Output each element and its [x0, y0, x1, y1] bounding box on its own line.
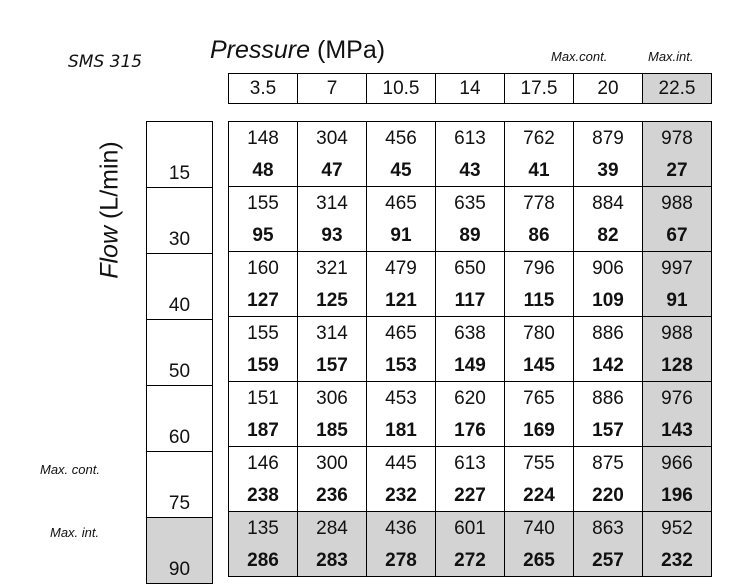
data-cell [643, 187, 712, 252]
data-cell [229, 317, 298, 382]
data-cell-bottom-value: 125 [316, 289, 348, 311]
data-cell-bottom-value: 232 [385, 484, 417, 506]
pressure-header-cell: 10.5 [367, 74, 436, 104]
data-cell-bottom-value: 265 [523, 549, 555, 571]
data-cell-top-value: 160 [247, 257, 279, 279]
data-cell-bottom-value: 89 [459, 224, 481, 246]
data-cell [229, 512, 298, 577]
data-cell-top-value: 765 [523, 387, 555, 409]
max-int-pressure-label: Max.int. [648, 49, 694, 64]
data-cell [574, 512, 643, 577]
pressure-header-cell: 7 [298, 74, 367, 104]
data-cell-bottom-value: 220 [592, 484, 624, 506]
data-cell-top-value: 755 [523, 452, 555, 474]
data-cell-top-value: 635 [454, 192, 486, 214]
data-cell-top-value: 155 [247, 192, 279, 214]
data-cell [298, 512, 367, 577]
data-cell-top-value: 151 [247, 387, 279, 409]
data-cell [229, 122, 298, 187]
data-cell [298, 317, 367, 382]
data-cell-top-value: 304 [316, 127, 348, 149]
pressure-title-text: Pressure [210, 36, 311, 64]
data-cell-top-value: 778 [523, 192, 555, 214]
data-cell-bottom-value: 159 [247, 354, 279, 376]
data-cell [574, 382, 643, 447]
data-cell-bottom-value: 91 [390, 224, 412, 246]
data-cell [505, 317, 574, 382]
data-cell [643, 382, 712, 447]
data-cell-bottom-value: 187 [247, 419, 279, 441]
data-cell [436, 187, 505, 252]
flow-cell: 40 [147, 254, 213, 320]
data-cell [505, 447, 574, 512]
data-cell-top-value: 314 [316, 192, 348, 214]
table-row [229, 122, 712, 187]
flow-cell: 75 [147, 452, 213, 518]
data-cell-bottom-value: 286 [247, 549, 279, 571]
data-cell-bottom-value: 238 [247, 484, 279, 506]
data-cell-bottom-value: 93 [321, 224, 343, 246]
data-cell-bottom-value: 283 [316, 549, 348, 571]
data-cell-top-value: 306 [316, 387, 348, 409]
data-cell-bottom-value: 41 [528, 159, 550, 181]
data-cell [505, 382, 574, 447]
data-cell [574, 447, 643, 512]
flow-cell: 30 [147, 188, 213, 254]
data-cell [367, 447, 436, 512]
data-cell [229, 187, 298, 252]
data-cell [367, 122, 436, 187]
data-cell [505, 252, 574, 317]
flow-row [147, 518, 213, 584]
data-cell-top-value: 762 [523, 127, 555, 149]
data-cell [574, 252, 643, 317]
data-cell-bottom-value: 185 [316, 419, 348, 441]
data-cell [574, 187, 643, 252]
data-cell-bottom-value: 236 [316, 484, 348, 506]
data-cell-bottom-value: 109 [592, 289, 624, 311]
data-cell [298, 447, 367, 512]
data-cell-bottom-value: 196 [661, 484, 693, 506]
data-cell-top-value: 479 [385, 257, 417, 279]
pressure-axis-title [210, 36, 385, 65]
data-cell-top-value: 465 [385, 192, 417, 214]
data-cell-bottom-value: 47 [321, 159, 343, 181]
data-cell-top-value: 601 [454, 517, 486, 539]
data-cell-bottom-value: 86 [528, 224, 550, 246]
pressure-header-cell: 17.5 [505, 74, 574, 104]
data-cell [229, 382, 298, 447]
data-cell-top-value: 436 [385, 517, 417, 539]
data-cell-top-value: 988 [661, 322, 693, 344]
data-cell [436, 317, 505, 382]
data-cell [298, 122, 367, 187]
data-cell-top-value: 978 [661, 127, 693, 149]
data-cell-bottom-value: 43 [459, 159, 481, 181]
data-cell-bottom-value: 95 [252, 224, 274, 246]
data-cell-bottom-value: 128 [661, 354, 693, 376]
pressure-header-cell: 22.5 [643, 74, 712, 104]
data-cell-bottom-value: 127 [247, 289, 279, 311]
table-row [229, 447, 712, 512]
flow-row [147, 122, 213, 188]
data-cell [643, 122, 712, 187]
data-cell-top-value: 445 [385, 452, 417, 474]
flow-cell: 50 [147, 320, 213, 386]
flow-row [147, 320, 213, 386]
model-label: SMS 315 [68, 52, 143, 72]
data-cell [505, 512, 574, 577]
data-cell-bottom-value: 67 [666, 224, 688, 246]
data-cell-bottom-value: 181 [385, 419, 417, 441]
data-cell-top-value: 300 [316, 452, 348, 474]
data-cell [298, 187, 367, 252]
pressure-header-cell: 3.5 [229, 74, 298, 104]
data-cell-top-value: 314 [316, 322, 348, 344]
flow-row [147, 254, 213, 320]
max-cont-flow-label: Max. cont. [40, 462, 100, 477]
data-cell-top-value: 879 [592, 127, 624, 149]
data-cell-top-value: 155 [247, 322, 279, 344]
data-cell-bottom-value: 143 [661, 419, 693, 441]
data-cell-top-value: 620 [454, 387, 486, 409]
flow-row [147, 386, 213, 452]
data-cell-bottom-value: 169 [523, 419, 555, 441]
data-cell-top-value: 875 [592, 452, 624, 474]
data-cell-bottom-value: 149 [454, 354, 486, 376]
data-cell-bottom-value: 82 [597, 224, 619, 246]
data-cell [505, 187, 574, 252]
data-cell [367, 317, 436, 382]
data-cell-bottom-value: 91 [666, 289, 688, 311]
data-cell-bottom-value: 121 [385, 289, 417, 311]
data-cell-bottom-value: 227 [454, 484, 486, 506]
data-cell-bottom-value: 142 [592, 354, 624, 376]
data-cell-top-value: 148 [247, 127, 279, 149]
data-cell-bottom-value: 176 [454, 419, 486, 441]
data-cell-top-value: 456 [385, 127, 417, 149]
data-cell-bottom-value: 272 [454, 549, 486, 571]
data-cell-top-value: 638 [454, 322, 486, 344]
data-cell-top-value: 952 [661, 517, 693, 539]
data-cell-bottom-value: 232 [661, 549, 693, 571]
data-cell-bottom-value: 257 [592, 549, 624, 571]
data-cell-bottom-value: 153 [385, 354, 417, 376]
pressure-header-cell: 14 [436, 74, 505, 104]
data-cell-bottom-value: 224 [523, 484, 555, 506]
flow-cell: 15 [147, 122, 213, 188]
data-cell [643, 447, 712, 512]
data-cell-top-value: 740 [523, 517, 555, 539]
data-cell [643, 252, 712, 317]
max-cont-pressure-label: Max.cont. [551, 49, 608, 64]
data-cell [643, 317, 712, 382]
table-row [229, 187, 712, 252]
data-cell-top-value: 465 [385, 322, 417, 344]
data-cell-bottom-value: 45 [390, 159, 412, 181]
data-cell-top-value: 966 [661, 452, 693, 474]
data-cell-bottom-value: 157 [592, 419, 624, 441]
data-cell-top-value: 988 [661, 192, 693, 214]
data-cell [298, 252, 367, 317]
data-cell [229, 447, 298, 512]
data-cell-top-value: 863 [592, 517, 624, 539]
flow-row [147, 452, 213, 518]
table-row [229, 512, 712, 577]
data-cell-top-value: 321 [316, 257, 348, 279]
data-table [228, 121, 712, 577]
data-cell-bottom-value: 117 [454, 289, 486, 311]
pressure-title-unit: (MPa) [310, 36, 386, 64]
table-row [229, 252, 712, 317]
data-cell-top-value: 146 [247, 452, 279, 474]
data-cell [574, 122, 643, 187]
data-cell-top-value: 453 [385, 387, 417, 409]
data-cell-top-value: 284 [316, 517, 348, 539]
table-row [229, 317, 712, 382]
flow-cell: 60 [147, 386, 213, 452]
data-cell-bottom-value: 27 [666, 159, 688, 181]
data-cell [436, 122, 505, 187]
data-cell-top-value: 613 [454, 452, 486, 474]
data-cell-top-value: 906 [592, 257, 624, 279]
pressure-header-row [229, 74, 712, 104]
pressure-header-cell: 20 [574, 74, 643, 104]
data-cell-bottom-value: 145 [523, 354, 555, 376]
data-cell-top-value: 135 [247, 517, 279, 539]
data-cell [436, 382, 505, 447]
data-cell-bottom-value: 278 [385, 549, 417, 571]
data-cell [367, 382, 436, 447]
data-cell [436, 252, 505, 317]
max-int-flow-label: Max. int. [50, 525, 100, 540]
data-cell-bottom-value: 115 [523, 289, 555, 311]
data-cell [229, 252, 298, 317]
pressure-header-table [228, 73, 712, 104]
data-cell-top-value: 796 [523, 257, 555, 279]
data-cell [436, 512, 505, 577]
flow-axis-title [80, 120, 140, 300]
data-cell [367, 512, 436, 577]
data-cell-top-value: 997 [661, 257, 693, 279]
data-cell-top-value: 886 [592, 387, 624, 409]
data-cell [505, 122, 574, 187]
data-cell [298, 382, 367, 447]
flow-title-text: Flow [95, 225, 124, 279]
flow-title-unit: (L/min) [95, 141, 124, 226]
data-cell-top-value: 886 [592, 322, 624, 344]
data-cell [574, 317, 643, 382]
data-cell [367, 187, 436, 252]
data-cell [367, 252, 436, 317]
data-cell [436, 447, 505, 512]
data-cell-top-value: 613 [454, 127, 486, 149]
data-cell-top-value: 976 [661, 387, 693, 409]
data-cell [643, 512, 712, 577]
data-cell-bottom-value: 39 [597, 159, 619, 181]
data-cell-top-value: 884 [592, 192, 624, 214]
data-cell-bottom-value: 157 [316, 354, 348, 376]
data-cell-top-value: 780 [523, 322, 555, 344]
data-cell-top-value: 650 [454, 257, 486, 279]
table-row [229, 382, 712, 447]
flow-row [147, 188, 213, 254]
flow-cell: 90 [147, 518, 213, 584]
flow-table [146, 121, 213, 584]
data-cell-bottom-value: 48 [252, 159, 274, 181]
